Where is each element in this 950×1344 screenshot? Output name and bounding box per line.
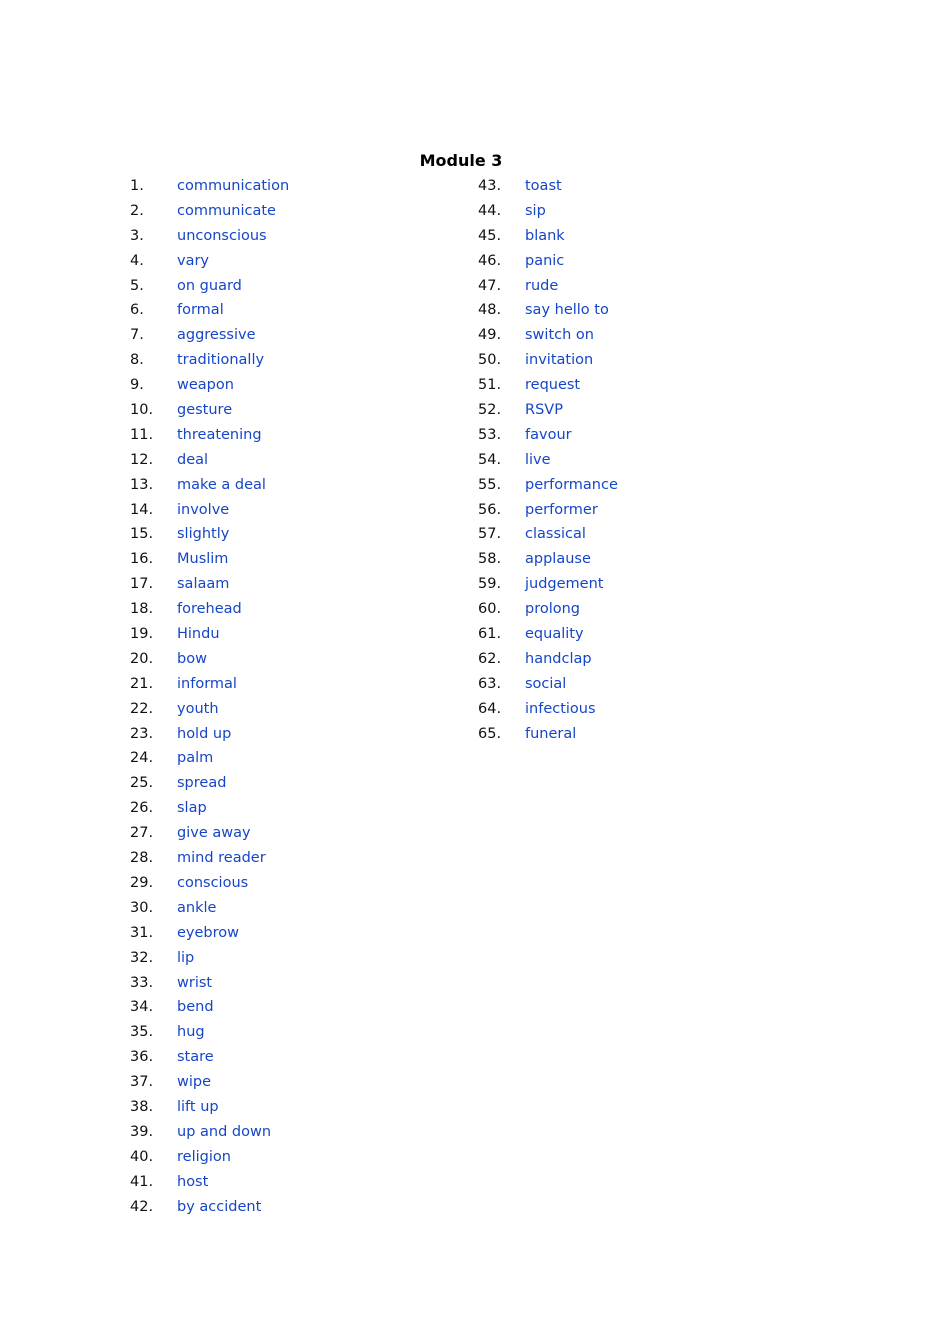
list-item [478,298,618,323]
vocabulary-word: switch on [525,327,594,344]
list-item [130,547,289,572]
vocabulary-word: involve [177,501,230,518]
item-number: 9. [130,377,144,394]
vocabulary-word: slightly [177,526,230,543]
list-item [130,771,289,796]
item-number: 49. [478,327,502,344]
item-number: 62. [478,650,502,667]
vocabulary-word: social [525,675,567,692]
item-number: 21. [130,675,154,692]
list-item [478,323,618,348]
item-number: 13. [130,476,154,493]
list-item [130,249,289,274]
item-number: 3. [130,227,144,244]
list-item [130,871,289,896]
item-number: 5. [130,277,144,294]
list-item [478,274,618,299]
vocabulary-word: funeral [525,725,577,742]
item-number: 12. [130,451,154,468]
list-item [130,1095,289,1120]
list-item [478,473,618,498]
vocabulary-word: ankle [177,899,217,916]
vocabulary-word: hug [177,1024,205,1041]
list-item [130,1045,289,1070]
item-number: 40. [130,1148,154,1165]
item-number: 23. [130,725,154,742]
item-number: 28. [130,850,154,867]
item-number: 44. [478,202,502,219]
vocabulary-word: Hindu [177,626,220,643]
list-item [130,473,289,498]
vocabulary-word: performance [525,476,618,493]
vocabulary-word: favour [525,426,572,443]
item-number: 25. [130,775,154,792]
item-number: 47. [478,277,502,294]
item-number: 31. [130,924,154,941]
vocabulary-word: by accident [177,1198,262,1215]
vocabulary-word: spread [177,775,227,792]
list-item [130,1170,289,1195]
list-item [130,298,289,323]
vocabulary-word: religion [177,1148,231,1165]
list-item [130,373,289,398]
vocabulary-word: blank [525,227,565,244]
list-item [130,498,289,523]
item-number: 27. [130,825,154,842]
list-item [478,572,618,597]
vocabulary-word: infectious [525,700,596,717]
vocabulary-word: panic [525,252,565,269]
vocabulary-word: youth [177,700,219,717]
list-item [478,672,618,697]
item-number: 26. [130,800,154,817]
list-item [478,547,618,572]
item-number: 6. [130,302,144,319]
list-item [478,647,618,672]
list-item [478,622,618,647]
vocabulary-word: invitation [525,352,594,369]
list-item [130,622,289,647]
item-number: 17. [130,576,154,593]
item-number: 35. [130,1024,154,1041]
item-number: 45. [478,227,502,244]
list-item [130,896,289,921]
item-number: 7. [130,327,144,344]
item-number: 8. [130,352,144,369]
vocabulary-word: hold up [177,725,232,742]
list-item [130,995,289,1020]
list-item [478,722,618,747]
list-item [478,249,618,274]
list-item [130,398,289,423]
vocabulary-word: threatening [177,426,262,443]
vocabulary-word: stare [177,1049,214,1066]
vocabulary-word: communication [177,178,290,194]
vocabulary-word: bow [177,650,207,667]
vocabulary-word: wrist [177,974,213,991]
list-item [130,1120,289,1145]
vocabulary-word: vary [177,252,210,269]
list-item [130,1195,289,1220]
vocabulary-word: lift up [177,1098,219,1115]
item-number: 57. [478,526,502,543]
item-number: 16. [130,551,154,568]
item-number: 11. [130,426,154,443]
list-item [130,821,289,846]
list-item [130,597,289,622]
vocabulary-word: deal [177,451,209,468]
vocabulary-word: toast [525,178,562,194]
vocabulary-word: eyebrow [177,924,240,941]
item-number: 60. [478,601,502,618]
vocabulary-word: communicate [177,202,276,219]
list-item [478,448,618,473]
item-number: 59. [478,576,502,593]
list-item [478,224,618,249]
item-number: 63. [478,675,502,692]
list-item [130,224,289,249]
list-item [130,971,289,996]
list-item [130,199,289,224]
item-number: 33. [130,974,154,991]
list-item [130,423,289,448]
list-item [478,348,618,373]
item-number: 61. [478,626,502,643]
list-item [478,174,618,199]
list-item [478,398,618,423]
list-item [130,846,289,871]
item-number: 29. [130,874,154,891]
item-number: 39. [130,1123,154,1140]
item-number: 2. [130,202,144,219]
list-item [130,722,289,747]
item-number: 53. [478,426,502,443]
list-item [130,274,289,299]
page-title: Module 3 [419,151,503,170]
list-item [478,423,618,448]
list-item [478,697,618,722]
vocabulary-word: say hello to [525,302,609,319]
item-number: 56. [478,501,502,518]
item-number: 24. [130,750,154,767]
item-number: 1. [130,178,144,194]
vocabulary-word: formal [177,302,224,319]
vocabulary-word: prolong [525,601,581,618]
item-number: 14. [130,501,154,518]
vocabulary-word: up and down [177,1123,272,1140]
list-item [130,174,289,199]
item-number: 38. [130,1098,154,1115]
vocabulary-word: handclap [525,650,592,667]
item-number: 10. [130,402,154,419]
item-number: 37. [130,1074,154,1091]
list-item [478,597,618,622]
item-number: 52. [478,402,502,419]
vocabulary-word: palm [177,750,214,767]
item-number: 42. [130,1198,154,1215]
list-item [130,746,289,771]
vocabulary-word: live [525,451,551,468]
list-item [130,921,289,946]
item-number: 50. [478,352,502,369]
vocabulary-word: judgement [525,576,604,593]
item-number: 48. [478,302,502,319]
vocabulary-word: request [525,377,581,394]
vocabulary-word: gesture [177,402,233,419]
list-item [130,946,289,971]
vocabulary-word: make a deal [177,476,266,493]
list-item [478,498,618,523]
vocabulary-word: rude [525,277,559,294]
item-number: 58. [478,551,502,568]
list-item [478,522,618,547]
item-number: 15. [130,526,154,543]
word-list-right [478,174,618,746]
vocabulary-word: Muslim [177,551,229,568]
list-item [130,323,289,348]
list-item [130,1145,289,1170]
vocabulary-word: performer [525,501,598,518]
vocabulary-word: informal [177,675,237,692]
vocabulary-word: sip [525,202,546,219]
vocabulary-word: give away [177,825,251,842]
list-item [478,199,618,224]
item-number: 22. [130,700,154,717]
item-number: 46. [478,252,502,269]
vocabulary-word: forehead [177,601,242,618]
vocabulary-word: salaam [177,576,230,593]
item-number: 54. [478,451,502,468]
list-item [130,672,289,697]
list-item [130,796,289,821]
vocabulary-word: aggressive [177,327,256,344]
item-number: 20. [130,650,154,667]
vocabulary-word: slap [177,800,207,817]
item-number: 43. [478,178,502,194]
item-number: 30. [130,899,154,916]
vocabulary-word: RSVP [525,402,563,419]
vocabulary-word: host [177,1173,209,1190]
list-item [478,373,618,398]
item-number: 19. [130,626,154,643]
list-item [130,1070,289,1095]
item-number: 4. [130,252,144,269]
item-number: 41. [130,1173,154,1190]
vocabulary-word: weapon [177,377,234,394]
list-item [130,647,289,672]
item-number: 64. [478,700,502,717]
list-item [130,522,289,547]
vocabulary-word: on guard [177,277,242,294]
list-item [130,1020,289,1045]
list-item [130,348,289,373]
item-number: 32. [130,949,154,966]
vocabulary-word: mind reader [177,850,266,867]
vocabulary-word: classical [525,526,586,543]
vocabulary-word: applause [525,551,591,568]
item-number: 65. [478,725,502,742]
word-list-left [130,174,289,1219]
list-item [130,572,289,597]
list-item [130,697,289,722]
vocabulary-word: equality [525,626,584,643]
item-number: 18. [130,601,154,618]
vocabulary-word: unconscious [177,227,267,244]
vocabulary-word: bend [177,999,214,1016]
item-number: 36. [130,1049,154,1066]
item-number: 34. [130,999,154,1016]
vocabulary-word: lip [177,949,195,966]
item-number: 55. [478,476,502,493]
item-number: 51. [478,377,502,394]
vocabulary-word: wipe [177,1074,212,1091]
vocabulary-word: traditionally [177,352,265,369]
list-item [130,448,289,473]
vocabulary-word: conscious [177,874,249,891]
